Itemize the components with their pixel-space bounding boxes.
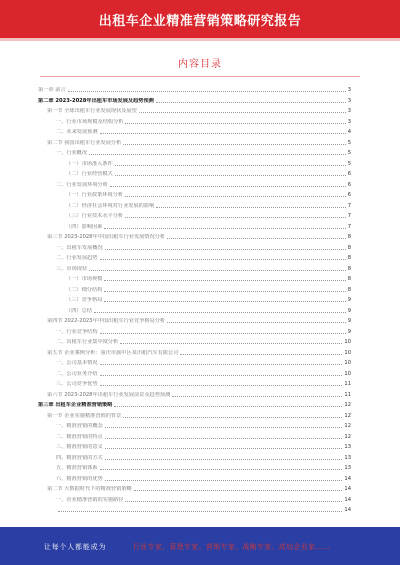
toc-leader-dots [104, 279, 345, 281]
toc-entry[interactable] [38, 496, 351, 504]
toc-leader-dots [110, 185, 346, 187]
toc-entry-page: 8 [347, 244, 351, 251]
toc-entry[interactable] [38, 391, 351, 399]
toc-leader-dots [167, 237, 346, 239]
toc-entry[interactable] [38, 454, 351, 462]
toc-leader-dots [123, 143, 345, 145]
toc-leader-dots [156, 206, 345, 208]
toc-leader-dots [100, 384, 343, 386]
toc-entry[interactable] [38, 328, 351, 336]
toc-entry[interactable] [38, 296, 351, 304]
toc-entry[interactable] [38, 128, 351, 136]
toc-entry-page: 14 [344, 496, 351, 503]
toc-entry-label: （三）行业技术水平分析 [66, 213, 124, 219]
toc-entry-page: 9 [347, 307, 351, 314]
toc-entry-page: 7 [347, 202, 351, 209]
toc-entry[interactable] [38, 359, 351, 367]
toc-entry-label: 一、行业市场规模及结构分析 [56, 118, 124, 125]
toc-entry[interactable] [38, 275, 351, 283]
toc-entry-label: 四、精准营销的方式 [56, 454, 103, 461]
toc-entry-label: 第二节 大数据时代下的精准营销策略 [47, 486, 132, 492]
toc-leader-dots [180, 353, 342, 355]
toc-leader-dots [172, 395, 342, 397]
toc-entry[interactable] [38, 349, 351, 357]
toc-entry-label: 一、行业概况 [56, 150, 88, 156]
toc-entry-label: 第六节 2023-2028年出租车行业发展前景及趋势预测 [47, 391, 171, 398]
toc-entry[interactable] [38, 464, 351, 472]
toc-entry-label: 二、行业发展环境分析 [56, 181, 108, 188]
header-bar [0, 0, 400, 38]
toc-entry-page: 11 [344, 381, 351, 387]
toc-leader-dots [89, 153, 346, 155]
toc-entry-page: 3 [347, 108, 351, 114]
toc-entry[interactable] [38, 265, 351, 273]
toc-leader-dots [115, 174, 346, 176]
toc-leader-dots [105, 479, 343, 481]
toc-entry[interactable] [38, 401, 351, 409]
toc-entry[interactable] [38, 244, 351, 252]
toc-leader-dots [125, 195, 346, 197]
toc-entry-page: 14 [344, 486, 351, 492]
toc-entry-label: 第三节 2023-2028年中国出租车行业发展情况分析 [47, 234, 166, 240]
toc-entry-page: 9 [347, 328, 351, 335]
toc-entry-page: 8 [347, 265, 351, 272]
toc-entry-label: 第四节 2022-2023年中国出租车行业竞争格局分析 [47, 318, 166, 324]
toc-entry-label: 第三章 出租车企业精准营销策略 [38, 402, 113, 408]
toc-entry-page: 11 [344, 391, 351, 398]
header-accent-line [0, 38, 400, 41]
toc-entry[interactable] [38, 506, 351, 514]
toc-entry-page: 5 [347, 150, 351, 156]
toc-leader-dots [134, 489, 343, 491]
toc-leader-dots [105, 426, 343, 428]
toc-leader-dots [139, 111, 346, 113]
toc-entry[interactable] [38, 233, 351, 241]
toc-entry-label: 六、精准营销的优势 [56, 475, 103, 482]
toc-entry-page: 5 [347, 160, 351, 167]
toc-entry-label: 二、精准营销的特点 [56, 433, 103, 440]
toc-entry-label: 三、精准营销的意义 [56, 444, 103, 450]
toc-leader-dots [104, 290, 345, 292]
toc-entry-label: 第一章 前言 [38, 87, 66, 93]
toc-entry[interactable] [38, 212, 351, 220]
toc-entry-page: 13 [344, 465, 351, 471]
toc-entry[interactable] [38, 170, 351, 178]
toc-entry[interactable] [38, 307, 351, 315]
toc-leader-dots [100, 258, 346, 260]
toc-entry-label: 二、未来发展预测 [56, 129, 98, 135]
toc-leader-dots [100, 132, 346, 134]
toc-entry-label: 三、公司竞争优势 [56, 381, 98, 387]
toc-entry[interactable] [38, 286, 351, 294]
toc-entry[interactable] [38, 139, 351, 147]
toc-entry[interactable] [38, 107, 351, 115]
toc-entry[interactable] [38, 86, 351, 94]
toc-leader-dots [115, 164, 346, 166]
toc-entry[interactable] [38, 422, 351, 430]
toc-entry[interactable] [38, 433, 351, 441]
toc-entry[interactable] [38, 380, 351, 388]
toc-entry-page: 8 [347, 234, 351, 240]
toc-entry-page: 4 [347, 129, 351, 135]
toc-entry-label: 第五节 企业案例分析：重庆市渝中区某出租汽车有限公司 [47, 349, 179, 356]
toc-entry-page: 8 [347, 286, 351, 293]
toc-entry-label: （二）行业经营模式 [66, 171, 113, 177]
toc-leader-dots [167, 321, 346, 323]
toc-entry-page: 10 [344, 339, 351, 345]
toc-entry-label: 一、公司基本情况 [56, 360, 98, 366]
toc-leader-dots [100, 374, 343, 376]
footer-tagline: 行业专家、管理专家、营销专家、战略专家、成功企业家…… [133, 543, 331, 551]
toc-entry-page: 9 [347, 297, 351, 303]
table-of-contents [38, 86, 351, 518]
toc-leader-dots [100, 468, 343, 470]
toc-leader-dots [125, 122, 345, 124]
toc-entry-page: 5 [347, 139, 351, 146]
toc-entry-page: 14 [344, 507, 351, 513]
toc-entry[interactable] [38, 254, 351, 262]
toc-entry[interactable] [38, 338, 351, 346]
toc-leader-dots [156, 101, 346, 103]
toc-leader-dots [100, 332, 346, 334]
toc-entry[interactable] [38, 223, 351, 231]
toc-entry[interactable] [38, 317, 351, 325]
toc-leader-dots [105, 447, 343, 449]
toc-entry[interactable] [38, 149, 351, 157]
toc-entry-label: 三、市场现状 [56, 265, 88, 272]
toc-entry-label: 二、出租车行业集中度分析 [56, 339, 119, 345]
toc-entry-page: 12 [344, 412, 351, 419]
toc-entry-label: 一、行业竞争结构 [56, 328, 98, 335]
toc-entry-page: 13 [344, 454, 351, 461]
toc-leader-dots [125, 216, 346, 218]
toc-entry[interactable] [38, 443, 351, 451]
toc-entry[interactable] [38, 191, 351, 199]
toc-leader-dots [105, 437, 343, 439]
toc-entry-page: 3 [347, 87, 351, 93]
toc-leader-dots [114, 405, 342, 407]
toc-entry-label: 第一节 全球出租车行业发展现状及展望 [47, 108, 137, 114]
toc-entry[interactable] [38, 475, 351, 483]
toc-leader-dots [125, 500, 342, 502]
toc-entry-page: 3 [347, 97, 351, 104]
toc-entry-page: 7 [347, 223, 351, 230]
toc-entry-page: 10 [344, 360, 351, 366]
toc-entry-label: （一）行业政策环境分析 [66, 192, 124, 198]
toc-entry-label: 一、出租车发展概况 [56, 244, 103, 251]
toc-entry-label: （一）市场准入条件 [66, 160, 113, 167]
toc-entry-page: 6 [347, 181, 351, 188]
toc-entry-page: 7 [347, 213, 351, 219]
toc-leader-dots [100, 363, 343, 365]
toc-title-rule [40, 76, 360, 77]
toc-entry-page: 9 [347, 318, 351, 324]
report-title: 出租车企业精准营销策略研究报告 [98, 14, 302, 29]
toc-entry[interactable] [38, 485, 351, 493]
toc-entry-page: 8 [347, 276, 351, 282]
toc-leader-dots [105, 458, 343, 460]
footer-bar [0, 527, 400, 565]
toc-entry-label: 第二章 2023-2028年出租车市场发展及趋势预测 [38, 97, 154, 104]
toc-entry-label: （二）细分结构 [66, 286, 103, 293]
toc-entry-page: 12 [344, 423, 351, 429]
toc-entry-label: 一、企业精准营销的实施路径 [56, 496, 124, 503]
toc-entry-label: 二、公司业务介绍 [56, 370, 98, 377]
toc-entry-label: 第一节 企业实施精准营销的背景 [47, 412, 122, 419]
toc-leader-dots [68, 90, 346, 92]
toc-leader-dots [123, 416, 342, 418]
toc-entry[interactable] [38, 160, 351, 168]
toc-entry-page: 12 [344, 402, 351, 408]
toc-entry[interactable] [38, 412, 351, 420]
footer-slogan: 让每个人都能成为 [44, 543, 107, 551]
toc-entry-page: 13 [344, 444, 351, 450]
toc-entry-page: 12 [344, 433, 351, 440]
toc-entry-page: 14 [344, 475, 351, 482]
toc-entry-page: 6 [347, 192, 351, 198]
toc-entry-label: （三）竞争格局 [66, 297, 103, 303]
toc-entry-label: （四）总结 [66, 307, 92, 314]
toc-entry-label: （一）市场规模 [66, 276, 103, 282]
toc-entry-page: 10 [344, 370, 351, 377]
toc-entry-page: 6 [347, 171, 351, 177]
toc-entry-label: 一、精准营销的概念 [56, 423, 103, 429]
toc-title: 内容目录 [178, 59, 222, 70]
toc-leader-dots [94, 311, 346, 313]
toc-entry-label: 二、行业发展趋势 [56, 255, 98, 261]
toc-entry-page: 8 [347, 255, 351, 261]
toc-entry[interactable] [38, 181, 351, 189]
toc-entry[interactable] [38, 202, 351, 210]
toc-leader-dots [120, 342, 342, 344]
toc-entry[interactable] [38, 370, 351, 378]
toc-entry-label: 第二节 我国出租车行业发展分析 [47, 139, 122, 146]
toc-leader-dots [89, 269, 346, 271]
toc-entry-label: （二）经济社会环境对行业发展的影响 [66, 202, 155, 209]
toc-entry[interactable] [38, 97, 351, 105]
toc-entry-label: （四）影响因素 [66, 223, 103, 230]
toc-entry[interactable] [38, 118, 351, 126]
toc-entry-label: 五、精准营销体系 [56, 465, 98, 471]
toc-entry-page: 3 [347, 118, 351, 125]
toc-entry-page: 10 [344, 349, 351, 356]
toc-leader-dots [104, 300, 345, 302]
toc-leader-dots [58, 510, 342, 512]
toc-leader-dots [105, 248, 346, 250]
toc-leader-dots [104, 227, 345, 229]
